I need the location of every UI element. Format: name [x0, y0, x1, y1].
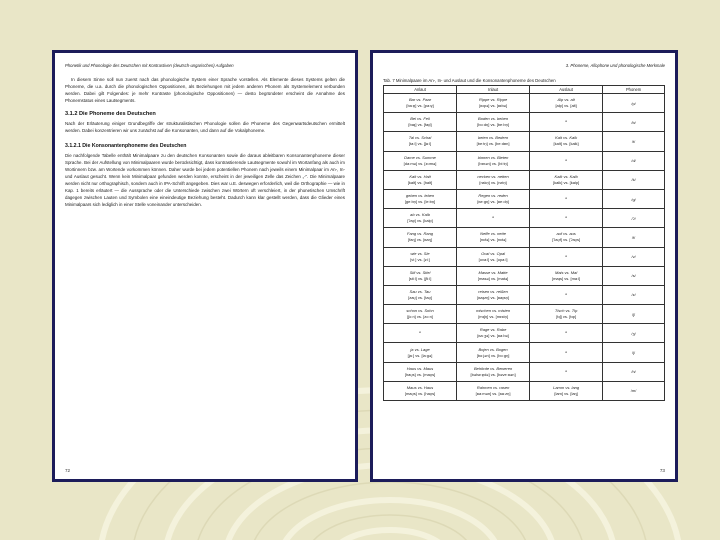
auslaut-ipa-transcription: [lam] vs. [laŋ]: [554, 390, 578, 396]
auslaut-word-pair: -: [565, 215, 568, 222]
auslaut-word-pair: Alp vs. alt: [557, 97, 575, 103]
inlaut-cell: [457, 266, 530, 285]
phoneme-cell: /k/: [603, 170, 665, 189]
auslaut-cell: [530, 132, 603, 151]
phoneme-cell: /d/: [603, 151, 665, 170]
inlaut-cell: [457, 324, 530, 343]
anlaut-word-pair: wie vs. Sie: [410, 250, 430, 256]
anlaut-ipa-transcription: [daːmə] vs. [zʊmə]: [403, 160, 437, 166]
subsection-heading: 3.1.2.1 Die Konsonantenphoneme des Deutschen: [65, 142, 187, 149]
column-header-inlaut: Inlaut: [457, 86, 530, 94]
inlaut-ipa-transcription: [ʁɪpə] vs. [ʁɪbə]: [479, 103, 507, 109]
anlaut-cell: [384, 343, 457, 362]
minimal-pairs-table: [383, 85, 665, 401]
inlaut-word-pair: Boden vs. beben: [478, 116, 509, 122]
anlaut-ipa-transcription: [baɪ̯] vs. [faɪ̯l]: [408, 122, 432, 128]
anlaut-ipa-transcription: [ʃoːn] vs. [zoːn]: [407, 314, 433, 320]
section-heading: 3.1.2 Die Phoneme des Deutschen: [65, 111, 156, 118]
phoneme-cell: /g/: [603, 189, 665, 208]
left-book-page: [52, 50, 358, 482]
phoneme-cell: /ʒ/: [603, 324, 665, 343]
anlaut-word-pair: Bar vs. Paar: [409, 97, 432, 103]
auslaut-word-pair: -: [565, 368, 568, 375]
auslaut-cell: [530, 247, 603, 266]
phoneme-cell: /ʃ/: [603, 305, 665, 324]
auslaut-ipa-transcription: [kalt] vs. [kalk]: [553, 141, 579, 147]
auslaut-cell: [530, 94, 603, 113]
table-row: [384, 228, 665, 247]
table-row: [384, 266, 665, 285]
anlaut-word-pair: Haus vs. Maus: [406, 365, 434, 371]
inlaut-ipa-transcription: [mɪʃn̩] vs. [mɪstn̩]: [478, 314, 508, 320]
right-page-number: 73: [659, 468, 665, 473]
anlaut-word-pair: ab vs. Kalb: [410, 212, 430, 218]
inlaut-word-pair: Regen vs. reden: [478, 193, 508, 199]
anlaut-ipa-transcription: [faŋ] vs. [ʁaŋ]: [408, 237, 432, 243]
phoneme-cell: /f/: [603, 228, 665, 247]
auslaut-word-pair: Tisch vs. Tip: [554, 308, 578, 314]
phoneme-cell: /s/: [603, 266, 665, 285]
inlaut-cell: [457, 189, 530, 208]
inlaut-cell: [457, 209, 530, 228]
anlaut-ipa-transcription: [baːɐ̯] vs. [paːɐ̯]: [406, 103, 434, 109]
anlaut-ipa-transcription: [zaʊ̯] vs. [taʊ̯]: [408, 294, 432, 300]
auslaut-cell: [530, 209, 603, 228]
table-row: [384, 94, 665, 113]
inlaut-word-pair: Neffe vs. nette: [480, 231, 506, 237]
anlaut-cell: [384, 324, 457, 343]
auslaut-word-pair: Kalt vs. Kalk: [555, 135, 578, 141]
anlaut-word-pair: schon vs. Sohn: [406, 308, 434, 314]
table-row: [384, 381, 665, 400]
inlaut-cell: [457, 228, 530, 247]
auslaut-cell: [530, 170, 603, 189]
inlaut-ipa-transcription: [bɪnən] vs. [biːtn̩]: [478, 160, 508, 166]
inlaut-cell: [457, 285, 530, 304]
anlaut-cell: [384, 151, 457, 170]
inlaut-word-pair: -: [492, 215, 495, 222]
auslaut-cell: [530, 228, 603, 247]
anlaut-ipa-transcription: [maʊ̯s] vs. [haʊ̯s]: [404, 390, 436, 396]
anlaut-cell: [384, 189, 457, 208]
auslaut-ipa-transcription: [alp] vs. [alt]: [555, 103, 577, 109]
anlaut-ipa-transcription: [geːbn̩] vs. [leːbn̩]: [404, 199, 436, 205]
section-paragraph: Nach der Erläuterung einiger Grundbegriffe der strukturalistischen Phonologie sollen die Phoneme des Gegenwartsdeutschen ermittelt werden. Dabei konzentrieren wir uns zunächst auf die Konsonanten, und dann auf die Vokalphoneme.: [65, 121, 345, 134]
right-book-page: [370, 50, 678, 482]
inlaut-word-pair: necken vs. netten: [477, 173, 509, 179]
column-header-auslaut: Auslaut: [530, 86, 603, 94]
anlaut-word-pair: Dame vs. Summe: [404, 154, 436, 160]
inlaut-ipa-transcription: [ʁaːmən] vs. [ʁaːzn̩]: [475, 390, 511, 396]
anlaut-word-pair: Tal vs. Schal: [408, 135, 432, 141]
auslaut-cell: [530, 189, 603, 208]
intro-paragraph: In diesem Sinne soll nun zuerst nach das phonologische System einer Sprache vorstellen. Als Elemente dieses Systems gelten die Phoneme, die u.a. durch die phonologischen Oppositionen, als Beziehungen mit jedem anderen Phonem als Systemelement verbunden werden. Dabei gilt Folgendes: je mehr Kontraste (phonologische Oppositionen) — desto begründeter erscheint die Annahme des Phonemstatus eines Lautsegments.: [65, 77, 345, 104]
inlaut-word-pair: Rippe vs. Rippe: [478, 97, 508, 103]
inlaut-cell: [457, 343, 530, 362]
inlaut-cell: [457, 151, 530, 170]
anlaut-cell: [384, 381, 457, 400]
anlaut-ipa-transcription: [haʊ̯s] vs. [maʊ̯s]: [404, 371, 436, 377]
table-row: [384, 113, 665, 132]
table-row: [384, 189, 665, 208]
table-row: [384, 151, 665, 170]
table-caption: Tab. 7 Minimalpaare im An-, In- und Auslaut und die Konsonantenphoneme des Deutschen: [383, 78, 556, 83]
inlaut-cell: [457, 362, 530, 381]
inlaut-word-pair: Bojen vs. Bogen: [478, 346, 508, 352]
inlaut-ipa-transcription: [beːtn̩] vs. [beːdɐn]: [476, 141, 510, 147]
auslaut-cell: [530, 324, 603, 343]
inlaut-word-pair: Oval vs. Opal: [481, 250, 506, 256]
inlaut-cell: [457, 247, 530, 266]
anlaut-cell: [384, 266, 457, 285]
anlaut-word-pair: Sau vs. Tau: [409, 288, 431, 294]
inlaut-word-pair: Rahmen vs. rasen: [476, 384, 510, 390]
phoneme-cell: /z/: [603, 285, 665, 304]
anlaut-cell: [384, 209, 457, 228]
table-row: [384, 209, 665, 228]
auslaut-word-pair: Mais vs. Mal: [555, 269, 578, 275]
anlaut-cell: [384, 285, 457, 304]
anlaut-word-pair: Stil vs. Stiel: [409, 269, 431, 275]
phoneme-cell: /j/: [603, 343, 665, 362]
auslaut-word-pair: -: [565, 253, 568, 260]
inlaut-word-pair: beten vs. Bedern: [477, 135, 509, 141]
auslaut-cell: [530, 151, 603, 170]
inlaut-word-pair: Rage vs. Rabe: [479, 327, 507, 333]
table-row: [384, 285, 665, 304]
anlaut-cell: [384, 94, 457, 113]
inlaut-cell: [457, 113, 530, 132]
inlaut-ipa-transcription: [nɛfə] vs. [nɛtə]: [479, 237, 507, 243]
anlaut-word-pair: ja vs. Lage: [410, 346, 430, 352]
inlaut-word-pair: Behörde vs. Beweren: [473, 365, 513, 371]
inlaut-cell: [457, 132, 530, 151]
auslaut-ipa-transcription: [kalk] vs. [kalp]: [553, 179, 580, 185]
auslaut-word-pair: -: [565, 157, 568, 164]
table-row: [384, 324, 665, 343]
anlaut-cell: [384, 228, 457, 247]
table-row: [384, 170, 665, 189]
auslaut-cell: [530, 285, 603, 304]
auslaut-ipa-transcription: [tɪʃ] vs. [tɪp]: [556, 314, 577, 320]
phoneme-cell: /v/: [603, 247, 665, 266]
table-row: [384, 305, 665, 324]
inlaut-ipa-transcription: [ʁaɪ̯zn̩] vs. [ʁaɪ̯sn̩]: [477, 294, 509, 300]
anlaut-word-pair: geben vs. leben: [405, 193, 435, 199]
subsection-paragraph: Die nachfolgende Tabelle enthält Minimalpaare zu den deutschen Konsonanten sowie die daraus ableitbaren Konsonantenphoneme dieser Sprache. Bei der Aufstellung von Minimalpaaren wurde berücksichtigt, dass kontrastierende Lautsegmente sowohl im Wortanfang als auch im Wortinnern bzw. am Wortende vorkommen können. Daher wurde bei jedem potentiellen Phonem nach jeweils einem Minimalpaar im An-, In- und Auslaut gesucht. Wenn kein Minimalpaar gefunden werden konnte, erscheint in der jeweiligen Zelle das Zeichen „-“. Die Minimalpaare werden nicht nur orthographisch, sondern auch in IPA-Schrift angegeben. Dies war u.E. deswegen erforderlich, weil die Orthographie — wie in Kap. 1 bereits erläutert — die Aussprache oder die Unterschiede zwischen zwei Wörtern oft verschleiert, in der phonetischen Umschrift dagegen zwischen Lauten und Symbolen eine eineindeutige Beziehung besteht. Dadurch kann klar gestellt werden, dass die Glieder eines Minimalpaars sich lediglich in einer Stelle voneinander unterscheiden.: [65, 152, 345, 208]
anlaut-word-pair: Kalt vs. Halt: [409, 173, 431, 179]
auslaut-cell: [530, 362, 603, 381]
inlaut-cell: [457, 381, 530, 400]
table-header-row: [384, 86, 665, 94]
auslaut-word-pair: -: [565, 119, 568, 126]
phoneme-cell: /b/: [603, 113, 665, 132]
inlaut-cell: [457, 305, 530, 324]
anlaut-ipa-transcription: [jaː] vs. [laːgə]: [407, 352, 433, 358]
anlaut-cell: [384, 305, 457, 324]
auslaut-word-pair: -: [565, 196, 568, 203]
inlaut-ipa-transcription: [masə] vs. [matə]: [477, 275, 509, 281]
table-row: [384, 343, 665, 362]
anlaut-ipa-transcription: [taːl] vs. [ʃaːl]: [408, 141, 432, 147]
left-page-number: 72: [65, 468, 71, 473]
inlaut-word-pair: reisen vs. reißen: [478, 288, 508, 294]
auslaut-word-pair: auf vs. aus: [556, 231, 576, 237]
inlaut-word-pair: binnen vs. Bieten: [477, 154, 509, 160]
auslaut-cell: [530, 381, 603, 400]
phoneme-cell: /t/: [603, 132, 665, 151]
left-running-head: Phonetik und Phonologie des Deutschen mit Kontrastiven (deutsch-ungarischen) Aufgaben: [65, 63, 234, 68]
phoneme-cell: /ʔ/: [603, 209, 665, 228]
inlaut-ipa-transcription: [boːdn̩] vs. [beːbn̩]: [477, 122, 509, 128]
anlaut-cell: [384, 113, 457, 132]
anlaut-ipa-transcription: [stiːl] vs. [ʃtiːl]: [408, 275, 432, 281]
table-row: [384, 132, 665, 151]
inlaut-ipa-transcription: [boːjən] vs. [boːgn̩]: [476, 352, 510, 358]
anlaut-cell: [384, 132, 457, 151]
auslaut-word-pair: -: [565, 349, 568, 356]
auslaut-word-pair: -: [565, 330, 568, 337]
auslaut-cell: [530, 305, 603, 324]
phoneme-cell: /h/: [603, 362, 665, 381]
inlaut-cell: [457, 170, 530, 189]
inlaut-word-pair: Masse vs. Matte: [478, 269, 508, 275]
column-header-phonem: Phonem: [603, 86, 665, 94]
auslaut-word-pair: Kalk vs. Kalb: [554, 173, 578, 179]
auslaut-cell: [530, 343, 603, 362]
inlaut-word-pair: mischen vs. misten: [476, 308, 511, 314]
table-row: [384, 362, 665, 381]
inlaut-ipa-transcription: [bəhøːɐ̯də] vs. [bəveːʁən]: [470, 371, 516, 377]
anlaut-word-pair: -: [419, 330, 422, 337]
anlaut-ipa-transcription: [kalt] vs. [halt]: [407, 179, 433, 185]
anlaut-word-pair: Fang vs. Rang: [407, 231, 434, 237]
inlaut-ipa-transcription: [ʁeːgn̩] vs. [ʁeːdn̩]: [477, 199, 509, 205]
anlaut-word-pair: Bei vs. Feil: [410, 116, 430, 122]
auslaut-cell: [530, 113, 603, 132]
auslaut-word-pair: -: [565, 291, 568, 298]
anlaut-ipa-transcription: [viː] vs. [ziː]: [410, 256, 430, 262]
anlaut-word-pair: Maus vs. Haus: [406, 384, 434, 390]
column-header-anlaut: Anlaut: [384, 86, 457, 94]
anlaut-cell: [384, 247, 457, 266]
inlaut-cell: [457, 94, 530, 113]
inlaut-ipa-transcription: [nɛkn̩] vs. [nɛtn̩]: [479, 179, 507, 185]
right-running-head: 3. Phoneme, Allophone und phonologische Merkmale: [565, 63, 665, 68]
inlaut-ipa-transcription: [ovaːl] vs. [opaːl]: [478, 256, 508, 262]
auslaut-word-pair: Lamm vs. lang: [553, 384, 580, 390]
table-row: [384, 247, 665, 266]
auslaut-cell: [530, 266, 603, 285]
anlaut-cell: [384, 362, 457, 381]
anlaut-cell: [384, 170, 457, 189]
auslaut-ipa-transcription: [ʔaʊ̯f] vs. [ʔaʊ̯s]: [552, 237, 581, 243]
anlaut-ipa-transcription: [ʔap] vs. [kalp]: [407, 218, 433, 224]
phoneme-cell: /p/: [603, 94, 665, 113]
inlaut-ipa-transcription: [ʁaːʒə] vs. [ʁaːbə]: [477, 333, 509, 339]
auslaut-ipa-transcription: [maɪ̯s] vs. [maːl]: [551, 275, 581, 281]
phoneme-cell: /m/: [603, 381, 665, 400]
